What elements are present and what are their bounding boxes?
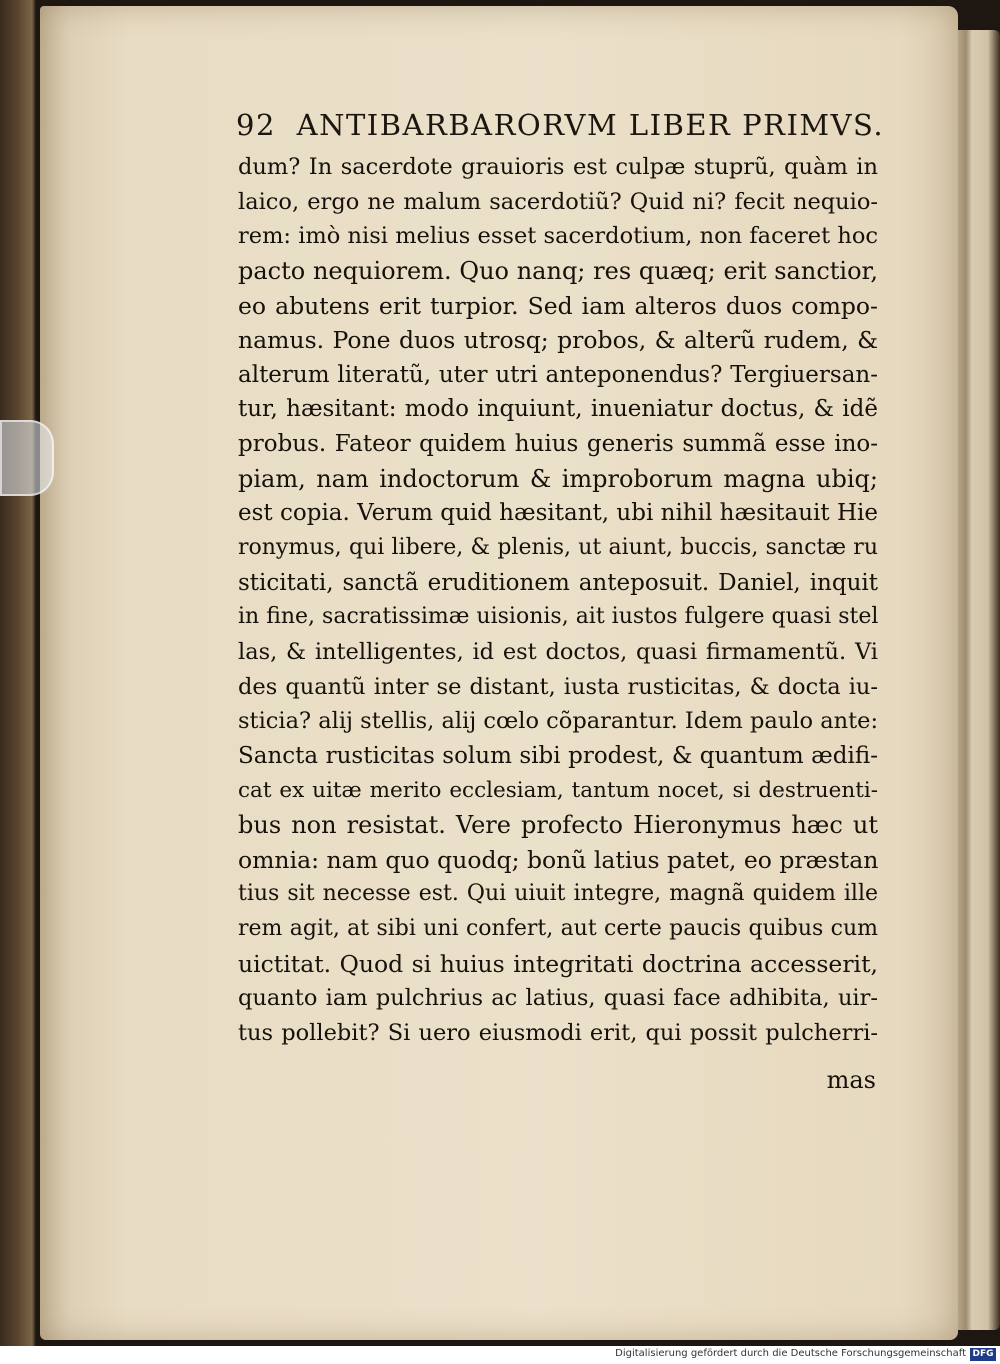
text-line: tur, hæsitant: modo inquiunt, inueniatur doctus, & idẽ	[238, 396, 878, 423]
text-line: est copia. Verum quid hæsitant, ubi nihil hæsitauit Hie	[238, 500, 878, 527]
catchword: mas	[826, 1066, 876, 1094]
page-edge	[958, 30, 1000, 1330]
text-line: namus. Pone duos utrosq; probos, & alterũ rudem, &	[238, 326, 878, 355]
text-line: sticitati, sanctã eruditionem anteposuit. Daniel, inquit	[238, 569, 878, 596]
text-line: las, & intelligentes, id est doctos, quasi firmamentũ. Vi	[238, 638, 878, 665]
text-line: tus pollebit? Si uero eiusmodi erit, qui possit pulcherri-	[238, 1020, 878, 1047]
body-text	[238, 150, 878, 1051]
text-line: eo abutens erit turpior. Sed iam alteros duos compo-	[238, 291, 878, 320]
text-line: ronymus, qui libere, & plenis, ut aiunt, buccis, sanctæ ru	[238, 535, 878, 561]
text-line: laico, ergo ne malum sacerdotiũ? Quid ni? fecit nequio-	[238, 188, 878, 215]
running-title: ANTIBARBARORVM LIBER PRIMVS.	[296, 108, 885, 142]
text-line: tius sit necesse est. Qui uiuit integre, magnã quidem ille	[238, 881, 878, 907]
funding-credit: Digitalisierung gefördert durch die Deutsche Forschungsgemeinschaft	[615, 1348, 966, 1359]
text-line: dum? In sacerdote grauioris est culpæ stuprũ, quàm in	[238, 154, 878, 180]
text-line: sticia? alij stellis, alij cœlo cõparantur. Idem paulo ante:	[238, 708, 878, 735]
page-number: 92	[236, 108, 276, 142]
text-line: omnia: nam quo quodq; bonũ latius patet, eo præstan	[238, 845, 878, 874]
text-line: Sancta rusticitas solum sibi prodest, & quantum ædifi-	[238, 742, 878, 769]
footer-bar	[0, 1346, 1000, 1364]
text-line: rem agit, at sibi uni confert, aut certe paucis quibus cum	[238, 916, 878, 942]
text-line: cat ex uitæ merito ecclesiam, tantum nocet, si destruenti-	[238, 777, 878, 803]
text-line: des quantũ inter se distant, iusta rusticitas, & docta iu-	[238, 673, 878, 700]
text-line: bus non resistat. Vere profecto Hieronymus hæc ut	[238, 811, 878, 840]
text-line: in fine, sacratissimæ uisionis, ait iustos fulgere quasi stel	[238, 604, 878, 630]
text-line: probus. Fateor quidem huius generis summã esse ino-	[238, 431, 878, 458]
dfg-logo-icon: DFG	[970, 1348, 996, 1361]
running-header	[236, 108, 885, 148]
text-line: pacto nequiorem. Quo nanq; res quæq; erit sanctior,	[238, 256, 878, 285]
text-line: piam, nam indoctorum & improborum magna ubiq;	[238, 464, 878, 493]
text-line: quanto iam pulchrius ac latius, quasi face adhibita, uir-	[238, 985, 878, 1012]
bookmark-tab	[0, 420, 54, 496]
text-line: rem: imò nisi melius esset sacerdotium, non faceret hoc	[238, 223, 878, 250]
text-line: alterum literatũ, uter utri anteponendus? Tergiuersan-	[238, 361, 878, 388]
text-line: uictitat. Quod si huius integritati doctrina accesserit,	[238, 949, 878, 978]
